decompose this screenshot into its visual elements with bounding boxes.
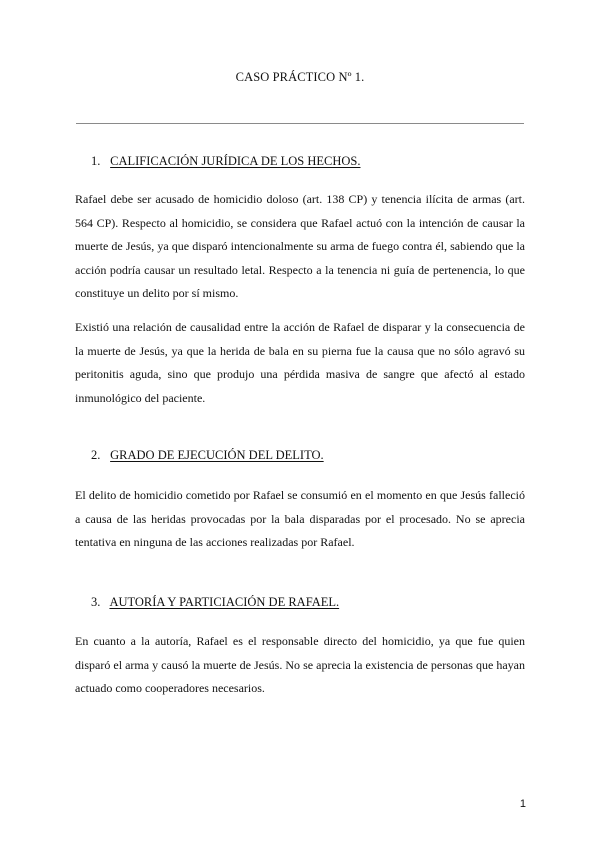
section-heading-label: AUTORÍA Y PARTICIACIÓN DE RAFAEL.	[109, 595, 340, 609]
paragraph-3-1: En cuanto a la autoría, Rafael es el responsable directo del homicidio, ya que fue quien disparó el arma y causó la muerte de Jesús. No se aprecia la existencia de personas que hayan actuado como cooperadores necesarios.	[75, 634, 525, 695]
section-number: 1.	[91, 154, 101, 168]
paragraph-1-2: Existió una relación de causalidad entre la acción de Rafael de disparar y la consecuencia de la muerte de Jesús, ya que la herida de bala en su pierna fue la causa que no sólo agravó su peritonitis aguda, sino que produjo una pérdida masiva de sangre que afectó al estado inmunológico del paciente.	[75, 320, 525, 405]
section-number: 2.	[91, 448, 101, 462]
section-heading-label: CALIFICACIÓN JURÍDICA DE LOS HECHOS.	[110, 154, 361, 168]
section-heading-2	[91, 448, 324, 463]
page-title: CASO PRÁCTICO Nº 1.	[235, 70, 365, 84]
title-divider	[76, 123, 524, 124]
section-heading-3	[91, 595, 339, 610]
section-heading-label: GRADO DE EJECUCIÓN DEL DELITO.	[110, 448, 324, 462]
paragraph-2-1: El delito de homicidio cometido por Rafael se consumió en el momento en que Jesús falleció a causa de las heridas provocadas por la bala disparadas por el procesado. No se aprecia tentativa en ninguna de las acciones realizadas por Rafael.	[75, 488, 525, 549]
section-heading-1	[91, 154, 361, 169]
section-number: 3.	[91, 595, 101, 609]
page-number: 1	[519, 798, 526, 810]
paragraph-1-1: Rafael debe ser acusado de homicidio doloso (art. 138 CP) y tenencia ilícita de armas (art. 564 CP). Respecto al homicidio, se considera que Rafael actuó con la intención de causar la muerte de Jesús, ya que disparó intencionalmente su arma de fuego contra él, sabiendo que la acción podría causar un resultado letal. Respecto a la tenencia ni guía de pertenencia, lo que constituye un delito por sí mismo.	[75, 192, 525, 300]
